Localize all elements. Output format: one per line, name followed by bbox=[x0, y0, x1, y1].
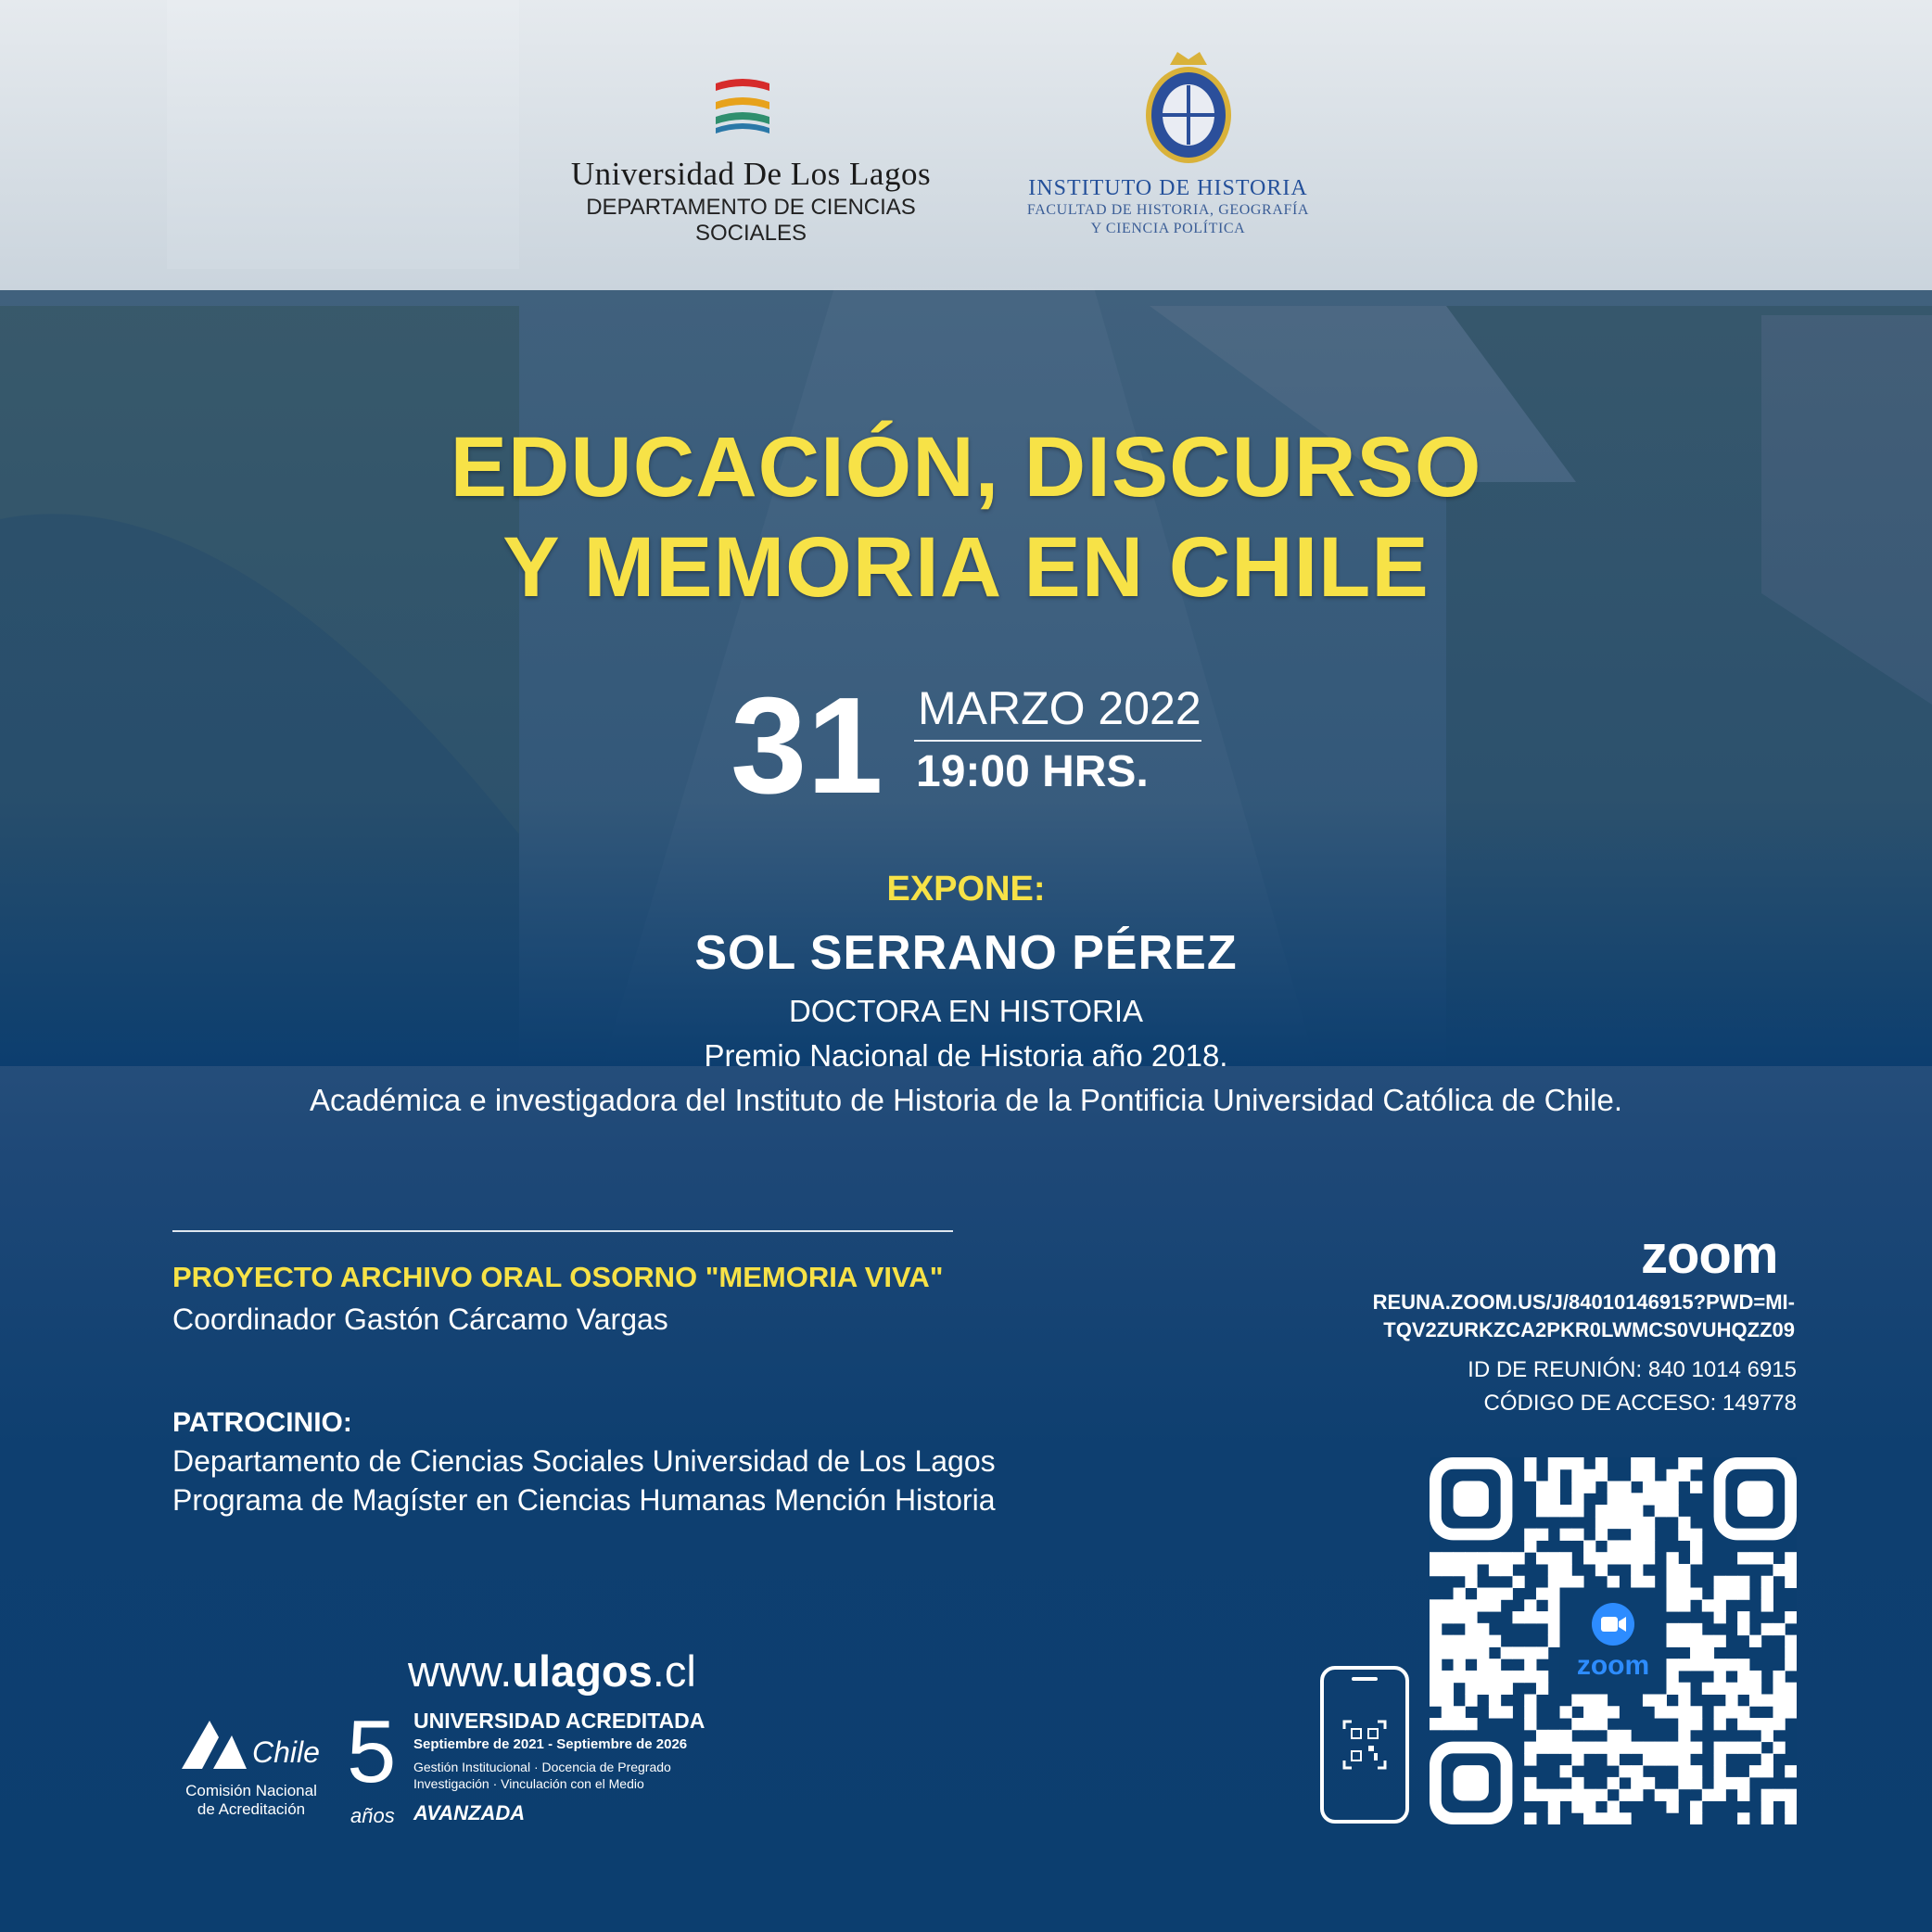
ulagos-name: Universidad De Los Lagos bbox=[570, 156, 932, 192]
cna-line-2: de Acreditación bbox=[197, 1800, 306, 1818]
zoom-meeting-id: ID DE REUNIÓN: 840 1014 6915 bbox=[1468, 1357, 1797, 1382]
sponsor-line-2: Programa de Magíster en Ciencias Humanas Mención Historia bbox=[172, 1483, 996, 1517]
accreditation-years: 5 bbox=[347, 1702, 397, 1801]
cna-logo-icon bbox=[178, 1717, 252, 1773]
zoom-access-code: CÓDIGO DE ACCESO: 149778 bbox=[1483, 1391, 1797, 1416]
puc-seal-icon bbox=[1142, 48, 1235, 169]
website-prefix: www. bbox=[408, 1646, 513, 1696]
phone-scan-icon bbox=[1320, 1666, 1409, 1824]
project-title: PROYECTO ARCHIVO ORAL OSORNO "MEMORIA VIVA" bbox=[172, 1261, 944, 1293]
accreditation-dates: Septiembre de 2021 - Septiembre de 2026 bbox=[413, 1736, 688, 1752]
event-day: 31 bbox=[731, 669, 883, 822]
date-divider bbox=[914, 740, 1201, 742]
speaker-degree: DOCTORA EN HISTORIA bbox=[788, 994, 1143, 1028]
speaker-name: SOL SERRANO PÉREZ bbox=[694, 926, 1238, 980]
ulagos-stripes-icon bbox=[714, 76, 771, 143]
zoom-url-line-2[interactable]: TQV2ZURKZCA2PKR0LWMCS0VUHQZZ09 bbox=[1383, 1318, 1795, 1341]
zoom-url-line-1[interactable]: REUNA.ZOOM.US/J/84010146915?PWD=MI- bbox=[1372, 1290, 1795, 1314]
speaker-affiliation: Académica e investigadora del Instituto de Historia de la Pontificia Universidad Católica de Chile. bbox=[309, 1083, 1623, 1117]
cna-line-1: Comisión Nacional bbox=[185, 1782, 317, 1799]
sponsor-line-1: Departamento de Ciencias Sociales Universidad de Los Lagos bbox=[172, 1444, 996, 1478]
website-domain: ulagos bbox=[512, 1646, 653, 1696]
instituto-faculty-2: Y CIENCIA POLÍTICA bbox=[1090, 221, 1246, 236]
accreditation-areas-2: Investigación · Vinculación con el Medio bbox=[413, 1776, 644, 1791]
instituto-name: INSTITUTO DE HISTORIA bbox=[1028, 176, 1308, 200]
sponsorship-heading: PATROCINIO: bbox=[172, 1407, 352, 1438]
header-band bbox=[0, 0, 1932, 290]
speaker-label: EXPONE: bbox=[886, 870, 1046, 909]
project-coordinator: Coordinador Gastón Cárcamo Vargas bbox=[172, 1303, 668, 1336]
accreditation-title: UNIVERSIDAD ACREDITADA bbox=[413, 1709, 705, 1733]
accreditation-areas-1: Gestión Institucional · Docencia de Pregrado bbox=[413, 1760, 671, 1774]
website-link[interactable] bbox=[408, 1646, 696, 1697]
speaker-award: Premio Nacional de Historia año 2018. bbox=[704, 1038, 1228, 1073]
accreditation-years-label: años bbox=[350, 1804, 395, 1827]
ulagos-department: DEPARTAMENTO DE CIENCIAS SOCIALES bbox=[586, 195, 916, 246]
event-title-line-1: EDUCACIÓN, DISCURSO bbox=[450, 420, 1482, 515]
event-title-line-2: Y MEMORIA EN CHILE bbox=[502, 520, 1430, 615]
website-suffix: .cl bbox=[652, 1646, 696, 1696]
qr-zoom-label: zoom bbox=[1576, 1650, 1650, 1681]
accreditation-level: AVANZADA bbox=[413, 1801, 526, 1824]
zoom-camera-icon bbox=[1591, 1602, 1635, 1646]
instituto-faculty: FACULTAD DE HISTORIA, GEOGRAFÍA bbox=[1026, 202, 1310, 218]
section-divider bbox=[172, 1230, 953, 1232]
zoom-logo: zoom bbox=[1641, 1225, 1778, 1285]
event-month-year: MARZO 2022 bbox=[918, 682, 1201, 734]
cna-chile: Chile bbox=[252, 1735, 320, 1769]
event-time: 19:00 HRS. bbox=[916, 747, 1149, 796]
